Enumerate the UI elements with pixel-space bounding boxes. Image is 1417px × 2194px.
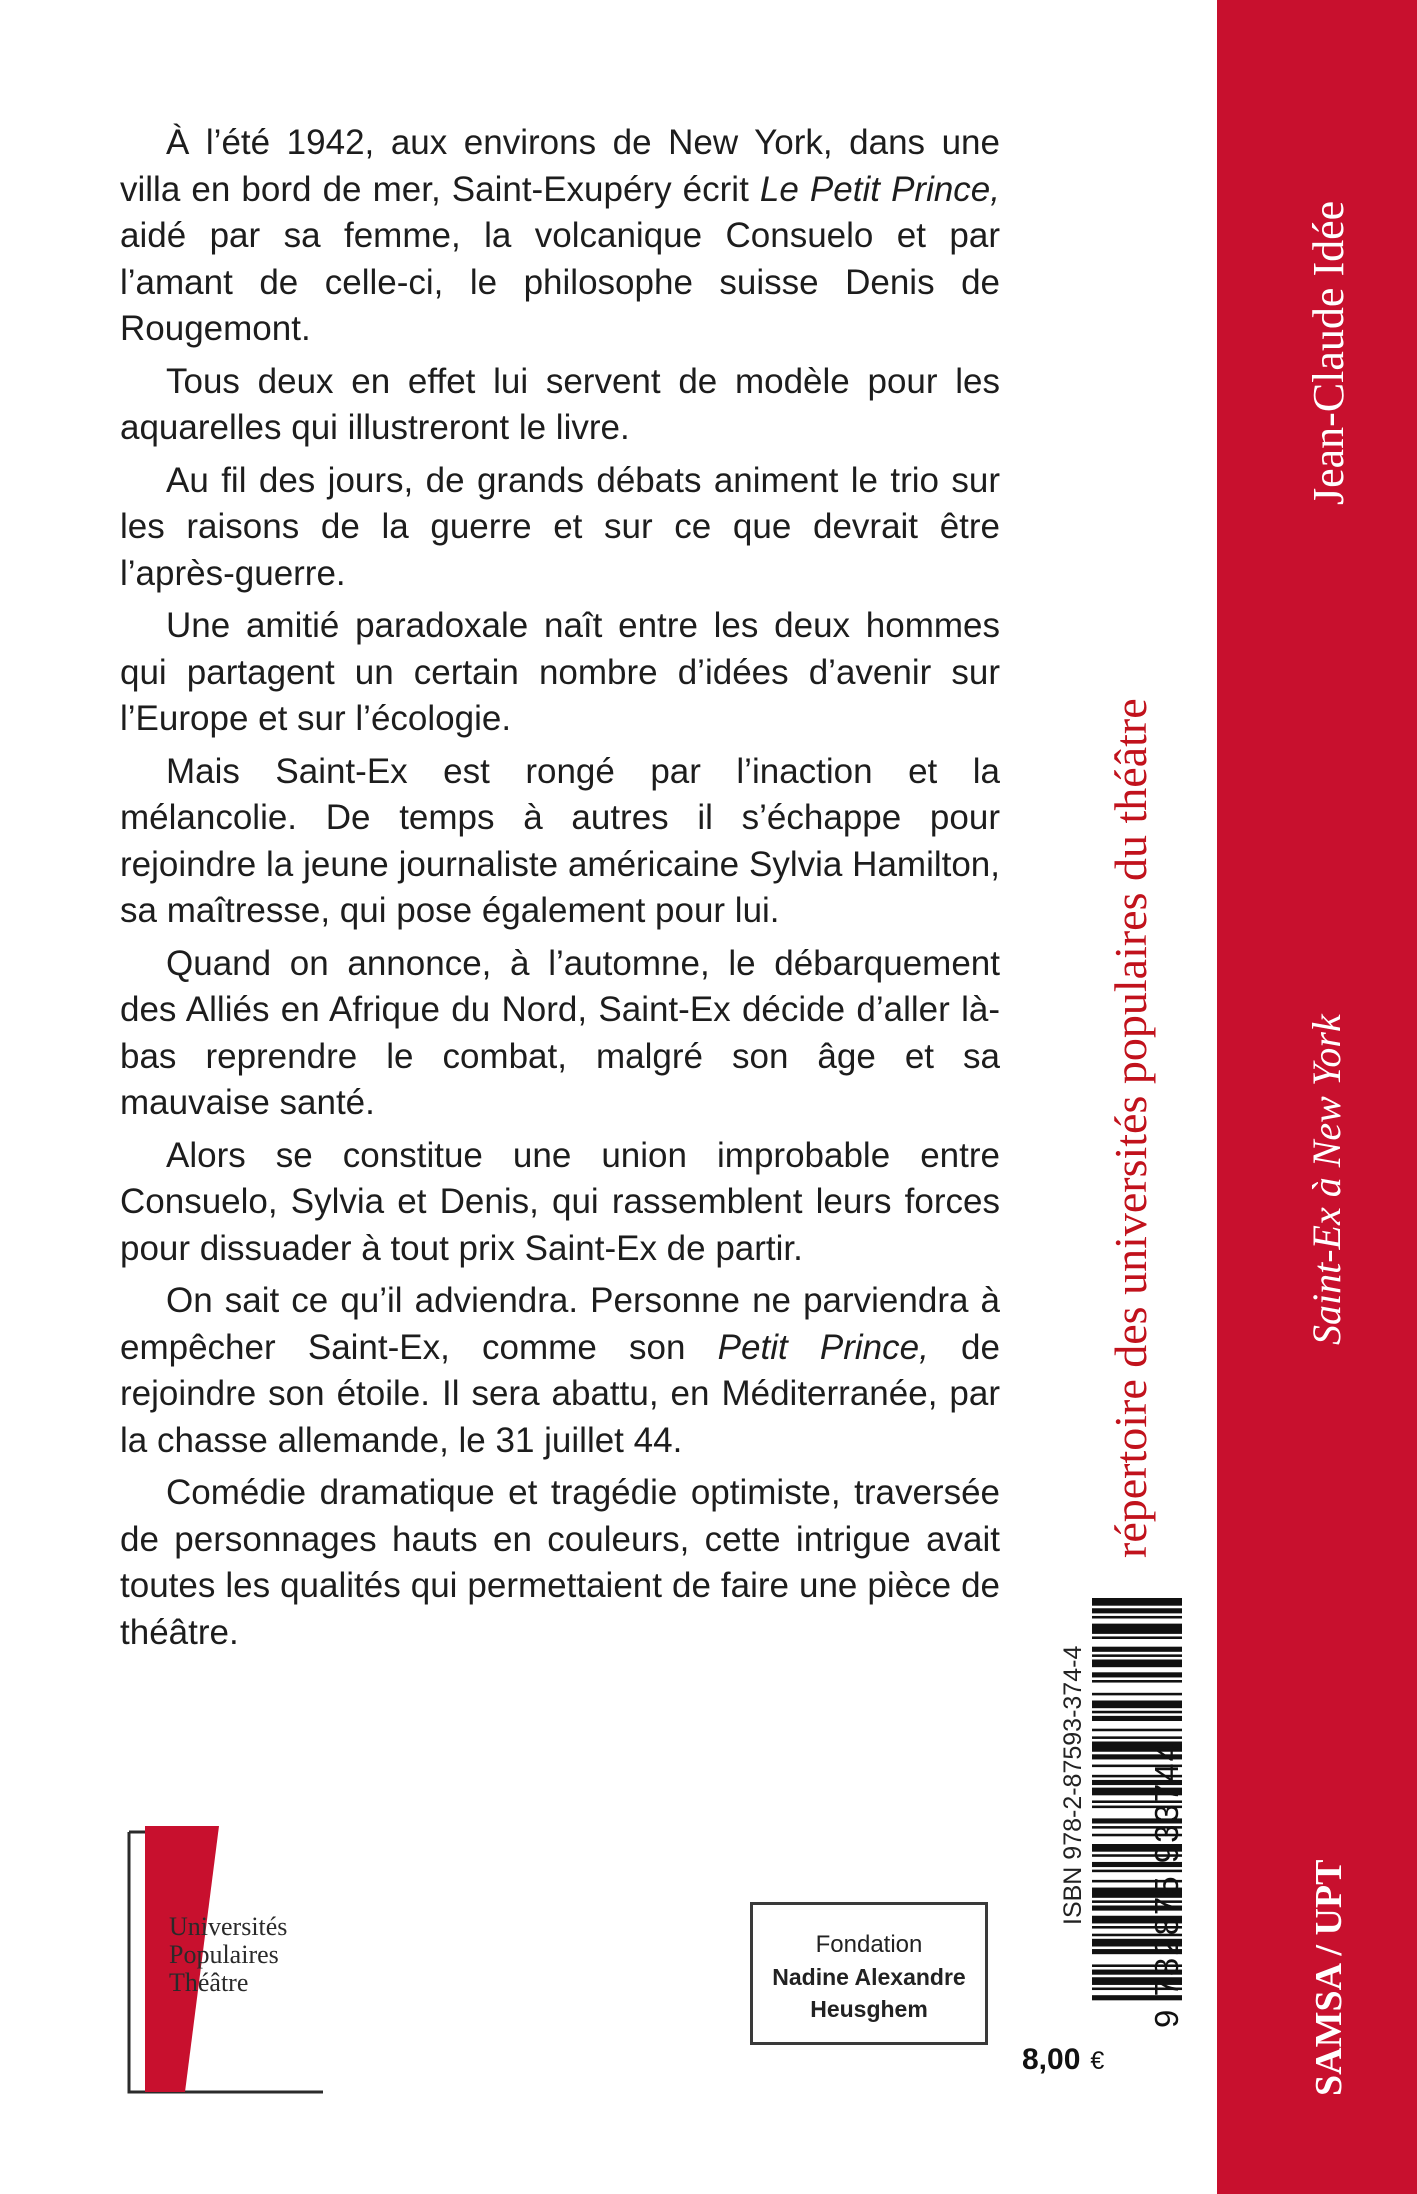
fondation-label: Fondation [815, 1931, 923, 1958]
barcode-bar [1092, 1701, 1182, 1709]
fondation-name-line2: Heusghem [810, 1996, 928, 2022]
fondation-logo-box [750, 1902, 988, 2045]
barcode-bar [1092, 1636, 1182, 1639]
summary-paragraph: Quand on annonce, à l’automne, le débarquement des Alliés en Afrique du Nord, Saint-Ex décide d’aller là-bas reprendre le combat, malgré son âge et sa mauvaise santé. [120, 943, 1000, 1122]
barcode-bar [1092, 1660, 1182, 1668]
barcode-bar [1092, 1647, 1182, 1652]
barcode-bar [1092, 1654, 1182, 1657]
summary-paragraph: Mais Saint-Ex est rongé par l’inaction et la mélancolie. De temps à autres il s’échappe pour rejoindre la jeune journaliste américaine Sylvia Hamilton, sa maîtresse, qui pose également pour lui. [120, 751, 1000, 930]
barcode-bar [1092, 1598, 1182, 1606]
summary-paragraph: Une amitié paradoxale naît entre les deux hommes qui partagent un certain nombre d’idées d’avenir sur l’Europe et sur l’écologie. [120, 606, 1000, 738]
upt-logo [127, 1826, 352, 2094]
summary-paragraph: Tous deux en effet lui servent de modèle pour les aquarelles qui illustreront le livre. [120, 361, 1000, 447]
price-amount: 8,00 [1022, 2043, 1081, 2076]
summary-paragraph: On sait ce qu’il adviendra. Personne ne parviendra à empêcher Saint-Ex, comme son Petit Prince, de rejoindre son étoile. Il sera abattu, en Méditerranée, par la chasse allemande, le 31 juillet 44. [120, 1281, 1000, 1460]
barcode-bar [1092, 1711, 1182, 1714]
price [1022, 2041, 1182, 2080]
back-cover-summary [120, 120, 1000, 1662]
back-cover: À l’été 1942, aux environs de New York, dans une villa en bord de mer, Saint-Exupéry écrit Le Petit Prince, aidé par sa femme, la volcanique Consuelo et par l’amant de celle-ci, le philosophe suisse Denis de Rougemont. Tous deux en effet lui servent de modèle pour les aquarelles qui illustreront le livre. Au fil des jours, de grands débats animent le trio sur les raisons de la guerre et sur ce que devrait être l’après-guerre. Une amitié paradoxale naît entre les deux hommes qui partagent un certain nombre d’idées d’avenir sur l’Europe et sur l’écologie. Mais Saint-Ex est rongé par l’inaction et la mélancolie. De temps à autres il s’échappe pour rejoindre la jeune journaliste américaine Sylvia Hamilton, sa maîtresse, qui pose également pour lui. Quand on annonce, à l’automne, le débarquement des Alliés en Afrique du Nord, Saint-Ex décide d’aller là-bas reprendre le combat, malgré son âge et sa mauvaise santé. Alors se constitue une union improbable entre Consuelo, Sylvia et Denis, qui rassemblent leurs forces pour dissuader à tout prix Saint-Ex de partir. On sait ce qu’il adviendra. Personne ne parviendra à empêcher Saint-Ex, comme son Petit Prince, de rejoindre son étoile. Il sera abattu, en Méditerranée, par la chasse allemande, le 31 juillet 44. Comédie dramatique et tragédie optimiste, traversée de personnages hauts en couleurs, cette intrigue avait toutes les qualités qui permettaient de faire une pièce de théâtre. Universités Populaires Théâtre Fondation Nadine Alexandre Heusghem ISBN 978-2-87593-374-4 9 782875 933744 8,00 € répertoire des universités populaires du théâtre Jean-Claude Idée Saint-Ex à New York SAMSA / UPT [0, 0, 1417, 2194]
barcode-bar [1092, 1680, 1182, 1683]
barcode-bar [1092, 1608, 1182, 1613]
barcode-bar [1092, 1716, 1182, 1721]
barcode-bar [1092, 1736, 1182, 1739]
upt-logo-line-populaires: Populaires [169, 1940, 279, 1969]
upt-logo-line-universites: Universités [169, 1912, 288, 1941]
barcode-bar [1092, 1693, 1182, 1696]
barcode-bar [1092, 1624, 1182, 1634]
summary-paragraph: Comédie dramatique et tragédie optimiste, traversée de personnages hauts en couleurs, cette intrigue avait toutes les qualités qui permettaient de faire une pièce de théâtre. [120, 1473, 1000, 1652]
summary-paragraph: À l’été 1942, aux environs de New York, dans une villa en bord de mer, Saint-Exupéry écrit Le Petit Prince, aidé par sa femme, la volcanique Consuelo et par l’amant de celle-ci, le philosophe suisse Denis de Rougemont. [120, 123, 1000, 348]
barcode-bar [1092, 1616, 1182, 1619]
barcode-bar [1092, 1729, 1182, 1732]
barcode-bar [1092, 1672, 1182, 1677]
upt-logo-line-theatre: Théâtre [169, 1968, 249, 1997]
summary-paragraph: Au fil des jours, de grands débats animent le trio sur les raisons de la guerre et sur ce que devrait être l’après-guerre. [120, 460, 1000, 593]
fondation-name-line1: Nadine Alexandre [772, 1964, 966, 1990]
price-currency: € [1090, 2047, 1105, 2075]
summary-paragraph: Alors se constitue une union improbable entre Consuelo, Sylvia et Denis, qui rassemblent leurs forces pour dissuader à tout prix Saint-Ex de partir. [120, 1135, 1000, 1268]
